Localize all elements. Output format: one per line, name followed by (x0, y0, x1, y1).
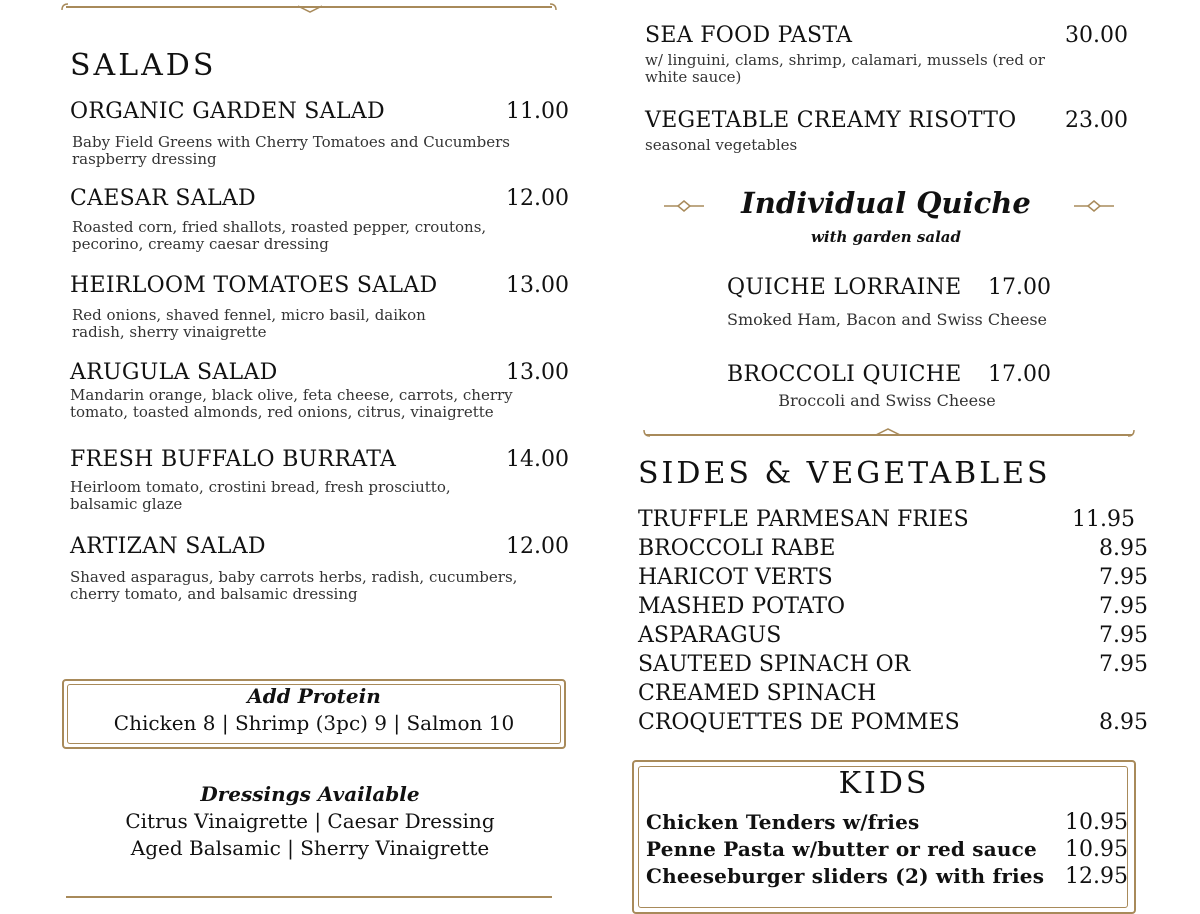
left-ornament-icon (664, 199, 704, 213)
salad-price: 11.00 (506, 99, 569, 124)
pasta-name: SEA FOOD PASTA (645, 23, 853, 48)
pasta-description: w/ linguini, clams, shrimp, calamari, mussels (red or white sauce) (645, 51, 1045, 86)
salad-name: CAESAR SALAD (70, 186, 256, 211)
dressings-title: Dressings Available (200, 782, 420, 806)
pasta-name: VEGETABLE CREAMY RISOTTO (645, 108, 1017, 133)
side-name: MASHED POTATO (638, 594, 846, 619)
quiche-title: Individual Quiche (741, 186, 1031, 220)
side-name: TRUFFLE PARMESAN FRIES (638, 507, 969, 532)
salad-price: 13.00 (506, 360, 569, 385)
sides-title: SIDES & VEGETABLES (638, 456, 1051, 491)
kids-price: 10.95 (1065, 810, 1128, 835)
quiche-price: 17.00 (988, 362, 1051, 387)
kids-name: Chicken Tenders w/fries (646, 810, 920, 834)
salad-name: ORGANIC GARDEN SALAD (70, 99, 385, 124)
salad-price: 12.00 (506, 186, 569, 211)
salad-name: FRESH BUFFALO BURRATA (70, 447, 397, 472)
quiche-name: BROCCOLI QUICHE (727, 362, 962, 387)
corner-curl-icon (1126, 428, 1136, 438)
side-price: 7.95 (1099, 652, 1148, 677)
kids-price: 12.95 (1065, 864, 1128, 889)
right-ornament-icon (1074, 199, 1114, 213)
salad-price: 12.00 (506, 534, 569, 559)
side-name: CREAMED SPINACH (638, 681, 877, 706)
side-price: 11.95 (1072, 507, 1135, 532)
pasta-price: 23.00 (1065, 108, 1128, 133)
quiche-name: QUICHE LORRAINE (727, 275, 962, 300)
salad-name: ARTIZAN SALAD (70, 534, 266, 559)
salad-name: HEIRLOOM TOMATOES SALAD (70, 273, 438, 298)
side-item (638, 592, 1148, 621)
salad-price: 14.00 (506, 447, 569, 472)
salad-description: Red onions, shaved fennel, micro basil, daikon radish, sherry vinaigrette (72, 306, 426, 341)
salad-description: Roasted corn, fried shallots, roasted pepper, croutons, pecorino, creamy caesar dressing (72, 218, 487, 253)
dressings-line-1: Citrus Vinaigrette | Caesar Dressing (125, 809, 495, 833)
side-item (638, 534, 1148, 563)
side-price: 8.95 (1099, 536, 1148, 561)
salad-price: 13.00 (506, 273, 569, 298)
dressings-line-2: Aged Balsamic | Sherry Vinaigrette (130, 836, 490, 860)
corner-curl-icon (60, 2, 70, 12)
salad-name: ARUGULA SALAD (70, 360, 278, 385)
side-price: 7.95 (1099, 565, 1148, 590)
quiche-price: 17.00 (988, 275, 1051, 300)
side-name: HARICOT VERTS (638, 565, 833, 590)
salads-title: SALADS (70, 48, 217, 83)
kids-name: Cheeseburger sliders (2) with fries (646, 864, 1045, 888)
add-protein-text: Chicken 8 | Shrimp (3pc) 9 | Salmon 10 (113, 711, 515, 735)
kids-item (646, 863, 1126, 890)
salad-description: Baby Field Greens with Cherry Tomatoes and Cucumbers raspberry dressing (72, 133, 510, 168)
salad-description: Shaved asparagus, baby carrots herbs, radish, cucumbers, cherry tomato, and balsamic dressing (70, 568, 518, 603)
corner-curl-icon (548, 2, 558, 12)
pasta-price: 30.00 (1065, 23, 1128, 48)
kids-price: 10.95 (1065, 837, 1128, 862)
kids-item (646, 836, 1126, 863)
side-name: CROQUETTES DE POMMES (638, 710, 960, 735)
kids-item (646, 809, 1126, 836)
pasta-description: seasonal vegetables (645, 136, 798, 154)
salad-description: Heirloom tomato, crostini bread, fresh prosciutto, balsamic glaze (70, 478, 451, 513)
add-protein-title: Add Protein (247, 684, 381, 708)
side-item (638, 505, 1135, 534)
side-name: SAUTEED SPINACH OR (638, 652, 911, 677)
kids-name: Penne Pasta w/butter or red sauce (646, 837, 1037, 861)
quiche-description: Smoked Ham, Bacon and Swiss Cheese (727, 310, 1047, 329)
side-item (638, 708, 1148, 737)
corner-curl-icon (642, 428, 652, 438)
kids-title: KIDS (838, 766, 930, 801)
bottom-divider-left (66, 896, 552, 898)
side-item (638, 563, 1148, 592)
side-name: ASPARAGUS (638, 623, 782, 648)
side-price: 8.95 (1099, 710, 1148, 735)
side-item (638, 650, 1148, 679)
side-name: BROCCOLI RABE (638, 536, 836, 561)
divider-ornament-icon (298, 4, 322, 14)
divider-ornament-icon (876, 427, 900, 437)
side-price: 7.95 (1099, 623, 1148, 648)
side-item (638, 679, 1128, 708)
salad-description: Mandarin orange, black olive, feta cheese, carrots, cherry tomato, toasted almonds, red onions, citrus, vinaigrette (70, 386, 513, 421)
side-price: 7.95 (1099, 594, 1148, 619)
quiche-description: Broccoli and Swiss Cheese (778, 391, 996, 410)
quiche-subtitle: with garden salad (810, 228, 961, 246)
side-item (638, 621, 1148, 650)
